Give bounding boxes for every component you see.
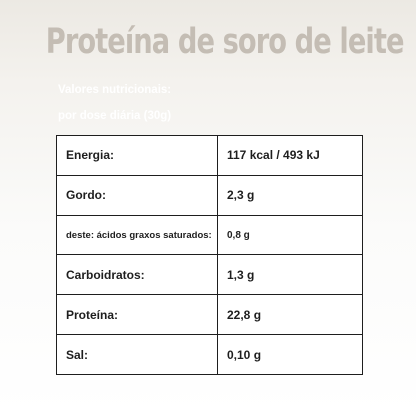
nutrient-value: 1,3 g bbox=[218, 255, 363, 295]
nutrient-value: 0,8 g bbox=[218, 215, 363, 255]
nutrient-value: 0,10 g bbox=[218, 335, 363, 375]
nutrient-name: Proteína: bbox=[57, 295, 218, 335]
nutrient-value: 2,3 g bbox=[218, 175, 363, 215]
nutrition-subtitle-label: Valores nutricionais: bbox=[58, 84, 172, 96]
page-title: Proteína de soro de leite bbox=[45, 22, 404, 62]
table-row bbox=[57, 215, 363, 255]
nutrient-value: 117 kcal / 493 kJ bbox=[218, 136, 363, 176]
serving-size-label: por dose diária (30g) bbox=[58, 110, 172, 122]
nutrient-value: 22,8 g bbox=[218, 295, 363, 335]
nutrient-name: Sal: bbox=[57, 335, 218, 375]
nutrient-name: Gordo: bbox=[57, 175, 218, 215]
nutrition-table bbox=[56, 135, 363, 375]
nutrient-name: Carboidratos: bbox=[57, 255, 218, 295]
table-row bbox=[57, 175, 363, 215]
table-row bbox=[57, 335, 363, 375]
nutrient-name: deste: ácidos graxos saturados: bbox=[57, 215, 218, 255]
table-row bbox=[57, 136, 363, 176]
table-row bbox=[57, 295, 363, 335]
table-row bbox=[57, 255, 363, 295]
nutrient-name: Energia: bbox=[57, 136, 218, 176]
